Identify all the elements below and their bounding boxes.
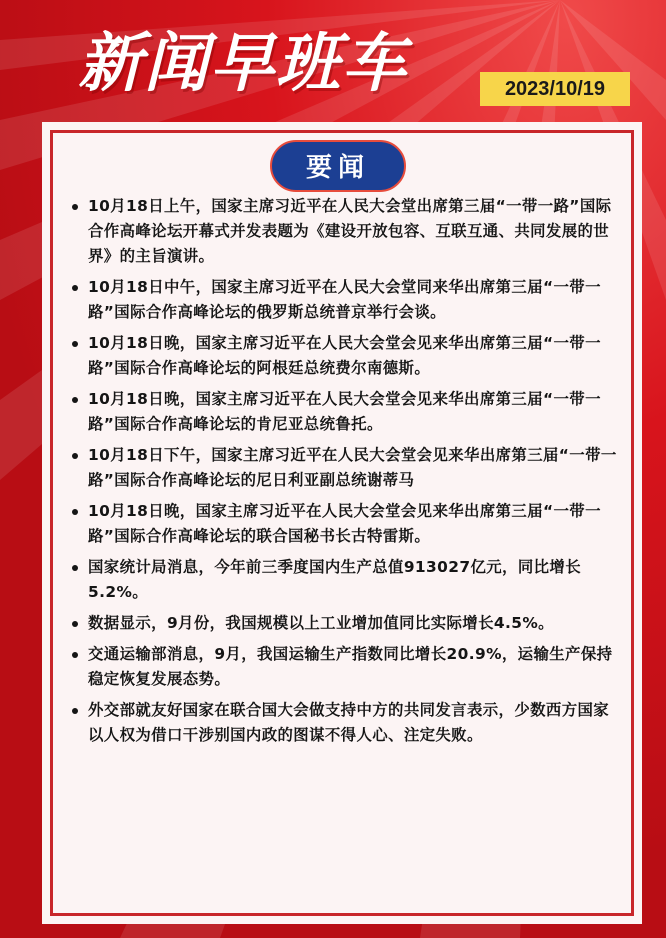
news-item-4 [72,387,620,437]
news-text: 10月18日晚，国家主席习近平在人民大会堂会见来华出席第三届“一带一路”国际合作高峰论坛的联合国秘书长古特雷斯。 [88,502,601,545]
section-label: 要闻 [270,140,406,192]
bullet-icon [72,453,78,459]
bullet-icon [72,397,78,403]
news-item-1 [72,194,620,269]
news-item-5 [72,443,620,493]
news-item-10 [72,698,620,748]
news-item-8 [72,611,620,636]
news-text: 10月18日晚，国家主席习近平在人民大会堂会见来华出席第三届“一带一路”国际合作高峰论坛的肯尼亚总统鲁托。 [88,390,601,433]
news-text: 国家统计局消息，今年前三季度国内生产总值913027亿元，同比增长5.2%。 [88,558,581,601]
news-item-3 [72,331,620,381]
page-title: 新闻早班车 [78,27,408,101]
news-text: 10月18日上午，国家主席习近平在人民大会堂出席第三届“一带一路”国际合作高峰论坛开幕式并发表题为《建设开放包容、互联互通、共同发展的世界》的主旨演讲。 [88,197,612,265]
news-text: 外交部就友好国家在联合国大会做支持中方的共同发言表示，少数西方国家以人权为借口干涉别国内政的图谋不得人心、注定失败。 [88,701,610,744]
bullet-icon [72,509,78,515]
news-item-2 [72,275,620,325]
bullet-icon [72,204,78,210]
bullet-icon [72,285,78,291]
bullet-icon [72,621,78,627]
date-badge: 2023/10/19 [480,72,630,106]
bullet-icon [72,565,78,571]
news-text: 数据显示，9月份，我国规模以上工业增加值同比实际增长4.5%。 [88,614,554,632]
news-card [42,122,642,924]
bullet-icon [72,341,78,347]
news-text: 10月18日晚，国家主席习近平在人民大会堂会见来华出席第三届“一带一路”国际合作高峰论坛的阿根廷总统费尔南德斯。 [88,334,601,377]
news-item-9 [72,642,620,692]
news-item-7 [72,555,620,605]
bullet-icon [72,652,78,658]
news-item-6 [72,499,620,549]
news-text: 10月18日中午，国家主席习近平在人民大会堂同来华出席第三届“一带一路”国际合作高峰论坛的俄罗斯总统普京举行会谈。 [88,278,601,321]
bullet-icon [72,708,78,714]
news-list [72,194,620,754]
news-text: 交通运输部消息，9月，我国运输生产指数同比增长20.9%，运输生产保持稳定恢复发展态势。 [88,645,613,688]
news-text: 10月18日下午，国家主席习近平在人民大会堂会见来华出席第三届“一带一路”国际合作高峰论坛的尼日利亚副总统谢蒂马 [88,446,617,489]
